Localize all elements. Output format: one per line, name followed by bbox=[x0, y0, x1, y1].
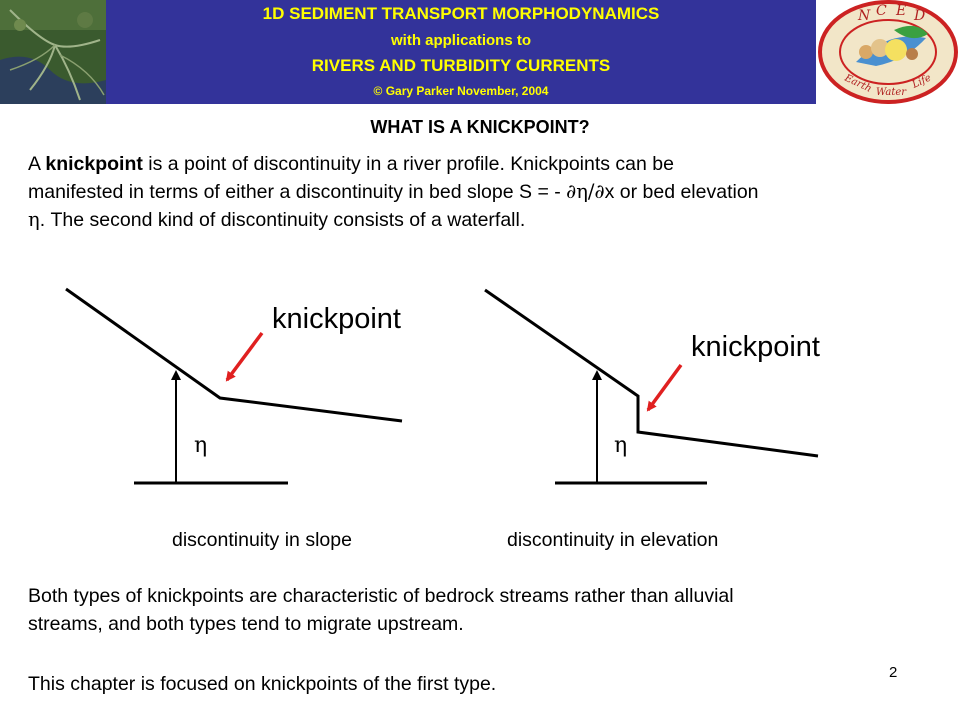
intro-line-1: A knickpoint is a point of discontinuity in a river profile. Knickpoints can be bbox=[28, 153, 674, 175]
caption-slope: discontinuity in slope bbox=[172, 529, 352, 551]
header-band bbox=[0, 0, 960, 104]
course-topic: RIVERS AND TURBIDITY CURRENTS bbox=[311, 56, 611, 75]
caption-elevation: discontinuity in elevation bbox=[507, 529, 719, 551]
intro-line-3: η. The second kind of discontinuity consists of a waterfall. bbox=[28, 208, 526, 231]
closing-line-2: streams, and both types tend to migrate upstream. bbox=[28, 613, 464, 635]
term-knickpoint: knickpoint bbox=[45, 153, 143, 175]
nced-logo bbox=[816, 0, 960, 104]
svg-text:D: D bbox=[914, 8, 926, 24]
copyright-line: © Gary Parker November, 2004 bbox=[373, 84, 549, 98]
svg-text:E: E bbox=[896, 3, 907, 19]
svg-text:Water: Water bbox=[876, 87, 907, 98]
knickpoint-arrow-elevation bbox=[648, 365, 681, 410]
page-number: 2 bbox=[889, 664, 898, 681]
slope-discontinuity-diagram bbox=[66, 289, 402, 483]
eta-label-slope: η bbox=[194, 433, 208, 458]
eta-label-elevation: η bbox=[614, 433, 628, 458]
closing-paragraph bbox=[28, 582, 948, 638]
knickpoint-label-slope: knickpoint bbox=[272, 303, 401, 335]
knickpoint-diagrams bbox=[0, 270, 960, 570]
svg-text:Earth: Earth bbox=[842, 72, 874, 95]
slope-formula: ∂η/∂ bbox=[566, 180, 605, 203]
course-title: 1D SEDIMENT TRANSPORT MORPHODYNAMICS bbox=[262, 4, 660, 23]
delta-satellite-image bbox=[0, 0, 106, 104]
svg-text:C: C bbox=[876, 3, 887, 19]
bed-profile-elevation bbox=[485, 290, 818, 456]
svg-text:Life: Life bbox=[910, 72, 933, 91]
knickpoint-arrow-slope bbox=[227, 333, 262, 380]
knickpoint-label-elevation: knickpoint bbox=[691, 331, 820, 363]
elevation-discontinuity-diagram bbox=[485, 290, 820, 483]
page-heading: WHAT IS A KNICKPOINT? bbox=[370, 117, 590, 137]
course-title-block bbox=[106, 0, 816, 104]
chapter-focus-note: This chapter is focused on knickpoints of the first type. bbox=[28, 673, 497, 695]
intro-paragraph bbox=[28, 150, 948, 234]
eta-symbol: η bbox=[28, 208, 40, 231]
closing-line-1: Both types of knickpoints are characteristic of bedrock streams rather than alluvial bbox=[28, 585, 734, 607]
course-subtitle: with applications to bbox=[390, 32, 531, 49]
intro-line-2: manifested in terms of either a discontinuity in bed slope S = - ∂η/∂x or bed elevation bbox=[28, 180, 759, 203]
svg-text:N: N bbox=[858, 8, 871, 24]
